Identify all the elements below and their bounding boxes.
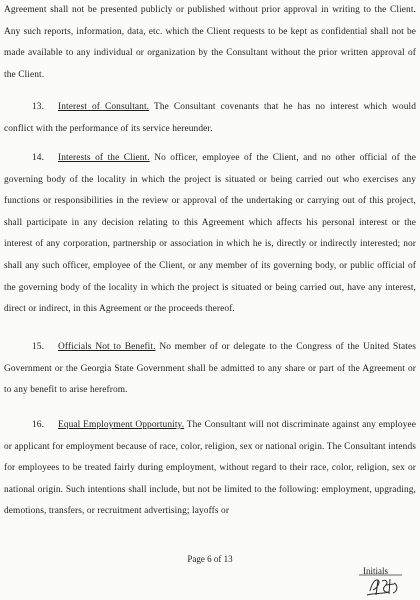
section-heading: Officials Not to Benefit. [58,342,156,352]
section-heading: Interests of the Client. [58,153,150,163]
continuation-text: Agreement shall not be presented publicly or published without prior approval in writing to the Client. Any such reports, information, data, etc. which the Client requests to be kept as confidential shall not be made available to any individual or organization by the Consultant without the prior written approval of the Client. [4,5,416,80]
initials-signature [356,573,406,599]
page-number: Page 6 of 13 [187,554,233,564]
section-heading: Equal Employment Opportunity. [58,420,185,430]
initials-label: Initials [363,566,388,576]
section-number: 14. [32,153,45,163]
section-heading: Interest of Consultant. [58,102,150,112]
section-number: 15. [32,342,45,352]
section-15 [4,337,416,402]
section-14 [4,148,416,321]
section-body: No officer, employee of the Client, and no other official of the governing body of the locality in which the project is situated or being carried out who exercises any functions or responsibilities in the review or approval of the undertaking or carrying out of this project, shall participate in any decision relating to this Agreement which affects his personal interest or the interest of any corporation, partnership or association in which he is, directly or indirectly interested; nor shall any such officer, employee of the Client, or any member of its governing body, or public official of the governing body of the locality in which the project is situated or being carried out, have any interest, direct or indirect, in this Agreement or the proceeds thereof. [4,153,416,315]
section-number: 13. [32,102,45,112]
section-13 [4,97,416,140]
section-body: No member of or delegate to the Congress of the United States Government or the Georgia State Government shall be admitted to any share or part of the Agreement or to any benefit to arise herefrom. [4,342,417,396]
section-16 [4,415,416,523]
continuation-paragraph [4,0,416,86]
section-body: The Consultant will not discriminate against any employee or applicant for employment because of race, color, religion, sex or national origin. The Consultant intends for employees to be treated fairly during employment, without regard to their race, color, religion, sex or national origin. Such intentions shall include, but not be limited to the following: employment, upgrading, demotions, transfers, or recruitment advertising; layoffs or [4,420,417,517]
section-body: The Consultant covenants that he has no interest which would conflict with the performance of its service hereunder. [4,102,416,134]
section-number: 16. [32,420,45,430]
